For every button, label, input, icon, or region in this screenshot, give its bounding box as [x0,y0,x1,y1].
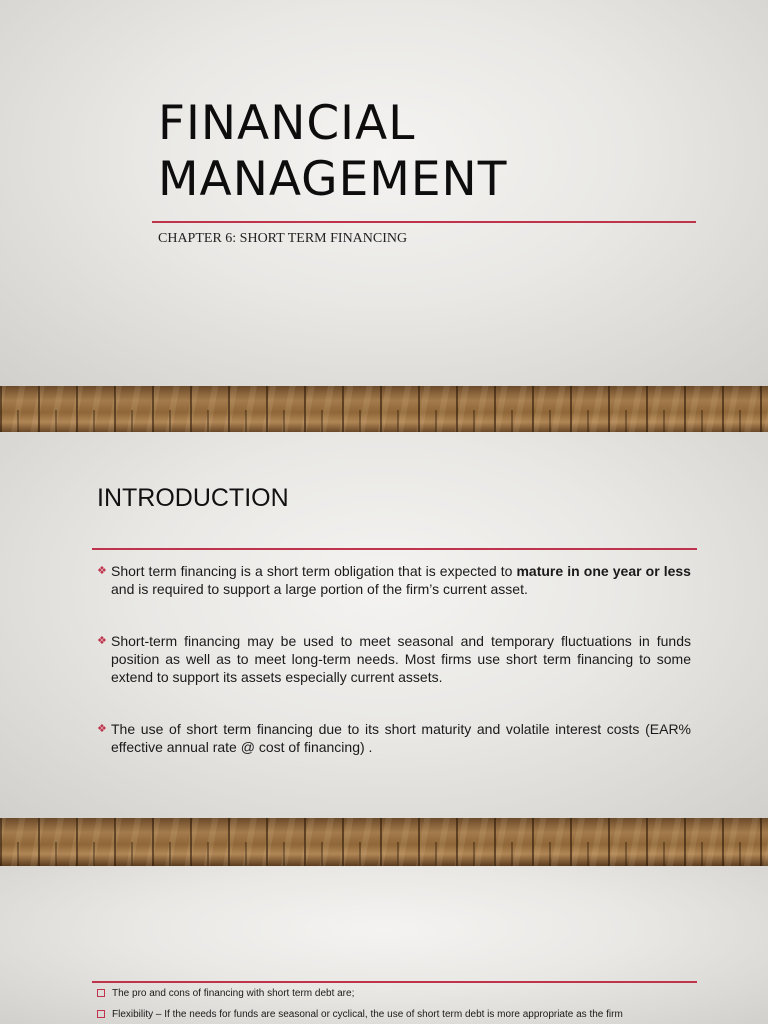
bullet-item [97,1008,697,1021]
bullet-text: Flexibility – If the needs for funds are seasonal or cyclical, the use of short term debt is more appropriate as the firm [112,1009,623,1020]
bullet-item [97,720,691,756]
bullet-text-post: and is required to support a large portion of the firm’s current asset. [111,581,528,597]
bullet-text: Short-term financing may be used to meet seasonal and temporary fluctuations in funds position as well as to meet long-term needs. Most firms use short term financing to some extend to support its assets especially current assets. [111,633,691,685]
wood-floor-divider [0,386,768,434]
title-divider [152,221,696,223]
bullet-text-bold: mature in one year or less [516,563,691,579]
bullet-text: The use of short term financing due to its short maturity and volatile interest costs (EAR% effective annual rate @ cost of financing) . [111,721,691,755]
square-bullet-icon [97,989,105,997]
introduction-slide [0,432,768,818]
diamond-bullet-icon: ❖ [97,723,107,735]
bullet-item [97,987,697,1000]
diamond-bullet-icon: ❖ [97,565,107,577]
bullet-text: The pro and cons of financing with short term debt are; [112,988,355,999]
slide-heading: INTRODUCTION [97,484,289,512]
wood-floor-divider [0,818,768,866]
pros-cons-slide [0,866,768,1024]
bullet-text-pre: Short term financing is a short term obligation that is expected to [111,563,517,579]
title-line-1: FINANCIAL [158,96,416,151]
title-line-2: MANAGEMENT [158,152,508,207]
content-divider [92,981,697,983]
heading-divider [92,548,697,550]
slide-subtitle: CHAPTER 6: SHORT TERM FINANCING [158,231,408,246]
square-bullet-icon [97,1010,105,1018]
slide-title [158,96,507,208]
title-slide [0,0,768,386]
diamond-bullet-icon: ❖ [97,635,107,647]
bullet-item [97,562,691,598]
bullet-text [97,562,691,598]
bullet-item [97,632,691,686]
